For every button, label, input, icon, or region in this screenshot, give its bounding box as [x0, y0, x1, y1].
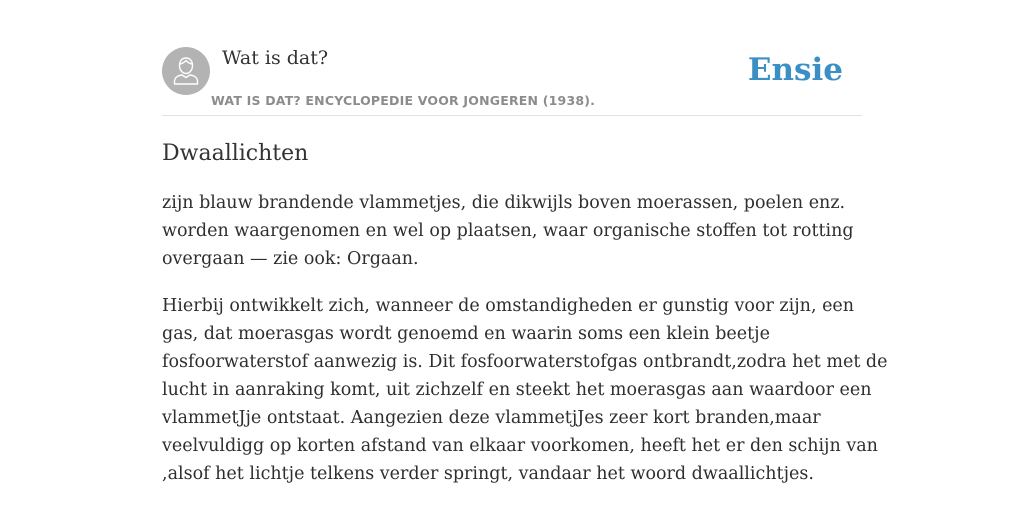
article-paragraph	[162, 189, 867, 273]
paragraph-line: gas, dat moerasgas wordt genoemd en waarin soms een klein beetje	[162, 324, 770, 344]
source-subtitle[interactable]: WAT IS DAT? ENCYCLOPEDIE VOOR JONGEREN (1938).	[211, 93, 596, 108]
user-avatar-icon[interactable]	[162, 47, 210, 95]
paragraph-line: worden waargenomen en wel op plaatsen, waar organische stoffen tot rotting	[162, 221, 854, 241]
header-divider	[162, 115, 862, 116]
paragraph-line: Hierbij ontwikkelt zich, wanneer de omstandigheden er gunstig voor zijn, een	[162, 296, 855, 316]
paragraph-line: fosfoorwaterstof aanwezig is. Dit fosfoorwaterstofgas ontbrandt,zodra het met de	[162, 352, 888, 372]
paragraph-line: zijn blauw brandende vlammetjes, die dikwijls boven moerassen, poelen enz.	[162, 193, 846, 213]
article-title: Dwaallichten	[162, 141, 309, 166]
source-title[interactable]: Wat is dat?	[222, 47, 329, 69]
paragraph-line: overgaan — zie ook: Orgaan.	[162, 249, 419, 269]
ensie-logo[interactable]: Ensie	[747, 52, 843, 88]
paragraph-line: vlammetJje ontstaat. Aangezien deze vlammetjJes zeer kort branden,maar	[162, 408, 821, 428]
article	[162, 138, 888, 507]
paragraph-line: ,alsof het lichtje telkens verder springt, vandaar het woord dwaallichtjes.	[162, 464, 814, 484]
article-paragraph	[162, 292, 888, 488]
person-outline-icon	[162, 47, 210, 95]
paragraph-line: lucht in aanraking komt, uit zichzelf en steekt het moerasgas aan waardoor een	[162, 380, 872, 400]
paragraph-line: veelvuldigg op korten afstand van elkaar voorkomen, heeft het er den schijn van	[162, 436, 878, 456]
